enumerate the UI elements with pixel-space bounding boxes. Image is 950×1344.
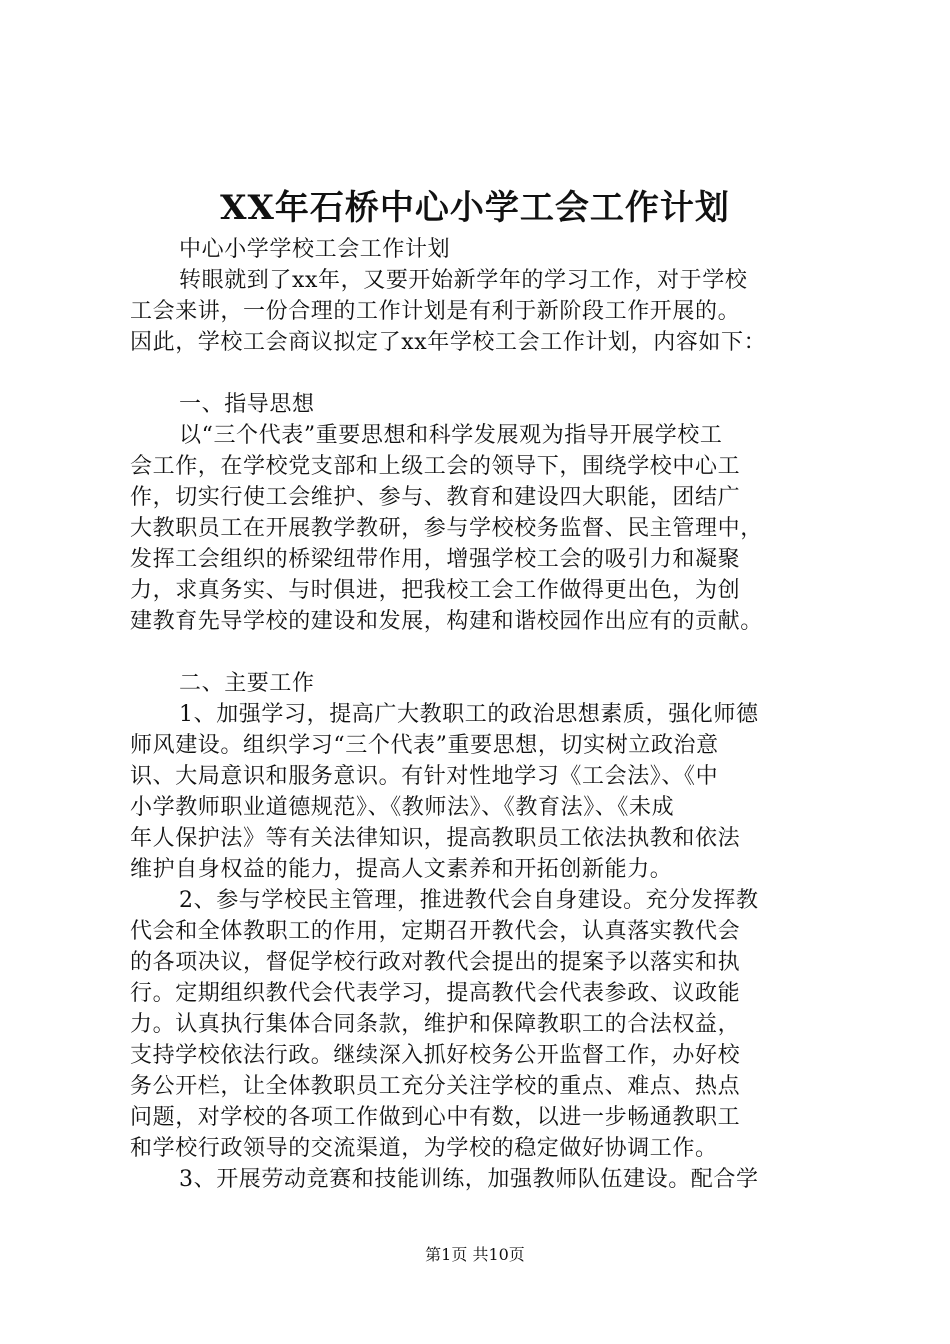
paragraph-line: 因此，学校工会商议拟定了xx年学校工会工作计划，内容如下： [130, 330, 767, 355]
paragraph-line: 行。定期组织教代会代表学习，提高教代会代表参政、议政能 [130, 981, 741, 1006]
paragraph-line: 力。认真执行集体合同条款，维护和保障教职工的合法权益， [130, 1012, 741, 1037]
page-footer: 第1页 共10页 [425, 1245, 525, 1264]
paragraph-line: 支持学校依法行政。继续深入抓好校务公开监督工作，办好校 [130, 1043, 741, 1068]
paragraph-line: 问题，对学校的各项工作做到心中有数，以进一步畅通教职工 [130, 1105, 741, 1130]
paragraph-line: 以“三个代表”重要思想和科学发展观为指导开展学校工 [179, 423, 723, 448]
main-work-item-1 [130, 699, 842, 885]
paragraph-line: 的各项决议，督促学校行政对教代会提出的提案予以落实和执 [130, 950, 741, 975]
paragraph-line: 力，求真务实、与时俱进，把我校工会工作做得更出色，为创 [130, 578, 741, 603]
section-heading-main-work: 二、主要工作 [179, 671, 315, 696]
paragraph-line: 代会和全体教职工的作用，定期召开教代会，认真落实教代会 [130, 919, 741, 944]
paragraph-line: 务公开栏，让全体教职员工充分关注学校的重点、难点、热点 [130, 1074, 741, 1099]
paragraph-line: 年人保护法》等有关法律知识，提高教职员工依法执教和依法 [130, 826, 741, 851]
paragraph-line: 小学教师职业道德规范》、《教师法》、《教育法》、《未成 [130, 795, 675, 820]
paragraph-line: 1、加强学习，提高广大教职工的政治思想素质，强化师德 [179, 702, 759, 727]
paragraph-gap [130, 358, 842, 389]
paragraph-line: 师风建设。组织学习“三个代表”重要思想，切实树立政治意 [130, 733, 719, 758]
paragraph-line: 转眼就到了xx年，又要开始新学年的学习工作，对于学校 [179, 268, 748, 293]
main-work-item-3 [130, 1164, 842, 1195]
paragraph-line: 工会来讲，一份合理的工作计划是有利于新阶段工作开展的。 [130, 299, 741, 324]
main-work-item-2 [130, 885, 842, 1164]
paragraph-line: 作，切实行使工会维护、参与、教育和建设四大职能，团结广 [130, 485, 741, 510]
paragraph-line: 2、参与学校民主管理，推进教代会自身建设。充分发挥教 [179, 888, 759, 913]
guiding-thought-paragraph [130, 420, 842, 637]
intro-paragraph [130, 265, 842, 358]
document-title: XX年石桥中心小学工会工作计划 [220, 188, 730, 228]
paragraph-line: 3、开展劳动竞赛和技能训练，加强教师队伍建设。配合学 [179, 1167, 759, 1192]
document-body [130, 234, 842, 1195]
section-heading-guiding-thought: 一、指导思想 [179, 392, 315, 417]
paragraph-gap [130, 637, 842, 668]
paragraph-line: 识、大局意识和服务意识。有针对性地学习《工会法》、《中 [130, 764, 719, 789]
paragraph-line: 会工作，在学校党支部和上级工会的领导下，围绕学校中心工 [130, 454, 741, 479]
paragraph-line: 大教职员工在开展教学教研，参与学校校务监督、民主管理中， [130, 516, 763, 541]
document-subtitle: 中心小学学校工会工作计划 [179, 237, 451, 262]
paragraph-line: 和学校行政领导的交流渠道，为学校的稳定做好协调工作。 [130, 1136, 718, 1161]
paragraph-line: 维护自身权益的能力，提高人文素养和开拓创新能力。 [130, 857, 673, 882]
paragraph-line: 发挥工会组织的桥梁纽带作用，增强学校工会的吸引力和凝聚 [130, 547, 741, 572]
paragraph-line: 建教育先导学校的建设和发展，构建和谐校园作出应有的贡献。 [130, 609, 763, 634]
